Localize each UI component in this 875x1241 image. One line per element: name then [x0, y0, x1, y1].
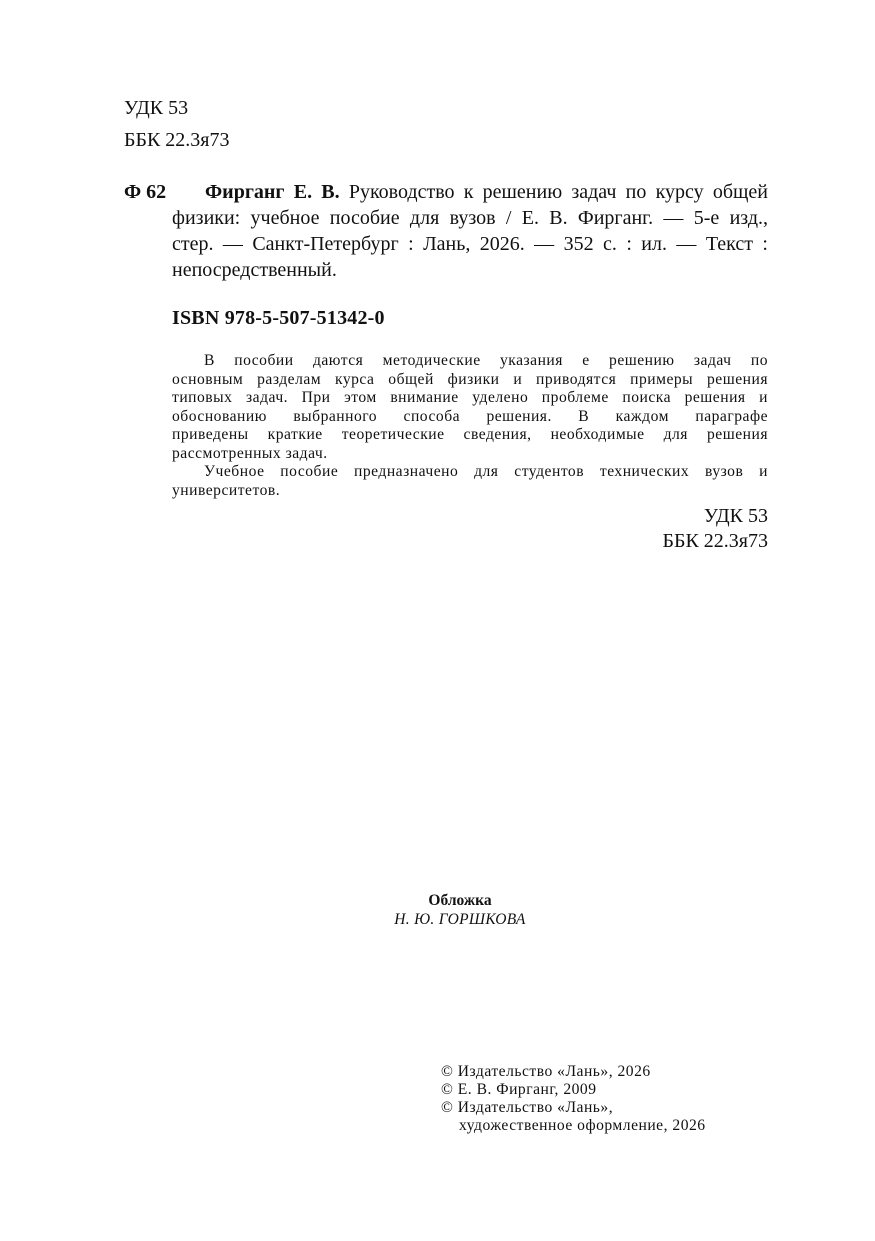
cover-title: Обложка: [428, 892, 492, 909]
copyright-block: [441, 1063, 706, 1135]
annotation: [172, 352, 768, 500]
annotation-line: университетов.: [172, 481, 281, 499]
annotation-line: рассмотренных задач.: [172, 444, 328, 462]
cover-credit: [300, 891, 620, 929]
annotation-line: Учебное пособие предназначено для студентов технических вузов и: [204, 463, 768, 480]
biblio-line-1: [172, 180, 768, 206]
copyright-line: художественное оформление, 2026: [459, 1117, 706, 1134]
copyright-line: © Издательство «Лань»,: [441, 1099, 614, 1116]
author-sign-code: Ф 62: [124, 181, 167, 203]
annotation-line: В пособии даются методические указания е решению задач по: [204, 352, 768, 369]
isbn: ISBN 978-5-507-51342-0: [172, 307, 385, 329]
bbk-code-right: ББК 22.3я73: [662, 530, 768, 552]
cover-designer: Н. Ю. ГОРШКОВА: [394, 911, 526, 928]
bbk-code: ББК 22.3я73: [124, 129, 230, 151]
annotation-line: основным разделам курса общей физики и приводятся примеры решения: [172, 370, 768, 388]
bibliographic-record: [172, 180, 768, 284]
classification-codes: [500, 504, 768, 554]
annotation-line: типовых задач. При этом внимание уделено проблеме поиска решения и: [172, 389, 768, 406]
annotation-line: приведены краткие теоретические сведения, необходимые для решения: [172, 426, 768, 443]
biblio-line-3: стер. — Санкт-Петербург : Лань, 2026. — 352 с. : ил. — Текст :: [172, 233, 768, 255]
biblio-line-4: непосредственный.: [172, 259, 337, 281]
copyright-line: © Е. В. Фирганг, 2009: [441, 1081, 597, 1098]
udk-code-right: УДК 53: [703, 505, 768, 527]
copyright-line: © Издательство «Лань», 2026: [441, 1063, 651, 1080]
book-title: Руководство к решению задач по курсу общей: [348, 181, 768, 203]
author-name: Фирганг Е. В.: [205, 181, 340, 203]
annotation-line: обоснованию выбранного способа решения. В каждом параграфе: [172, 407, 768, 425]
biblio-line-2: физики: учебное пособие для вузов / Е. В. Фирганг. — 5-е изд.,: [172, 207, 768, 229]
udk-code: УДК 53: [124, 97, 189, 119]
